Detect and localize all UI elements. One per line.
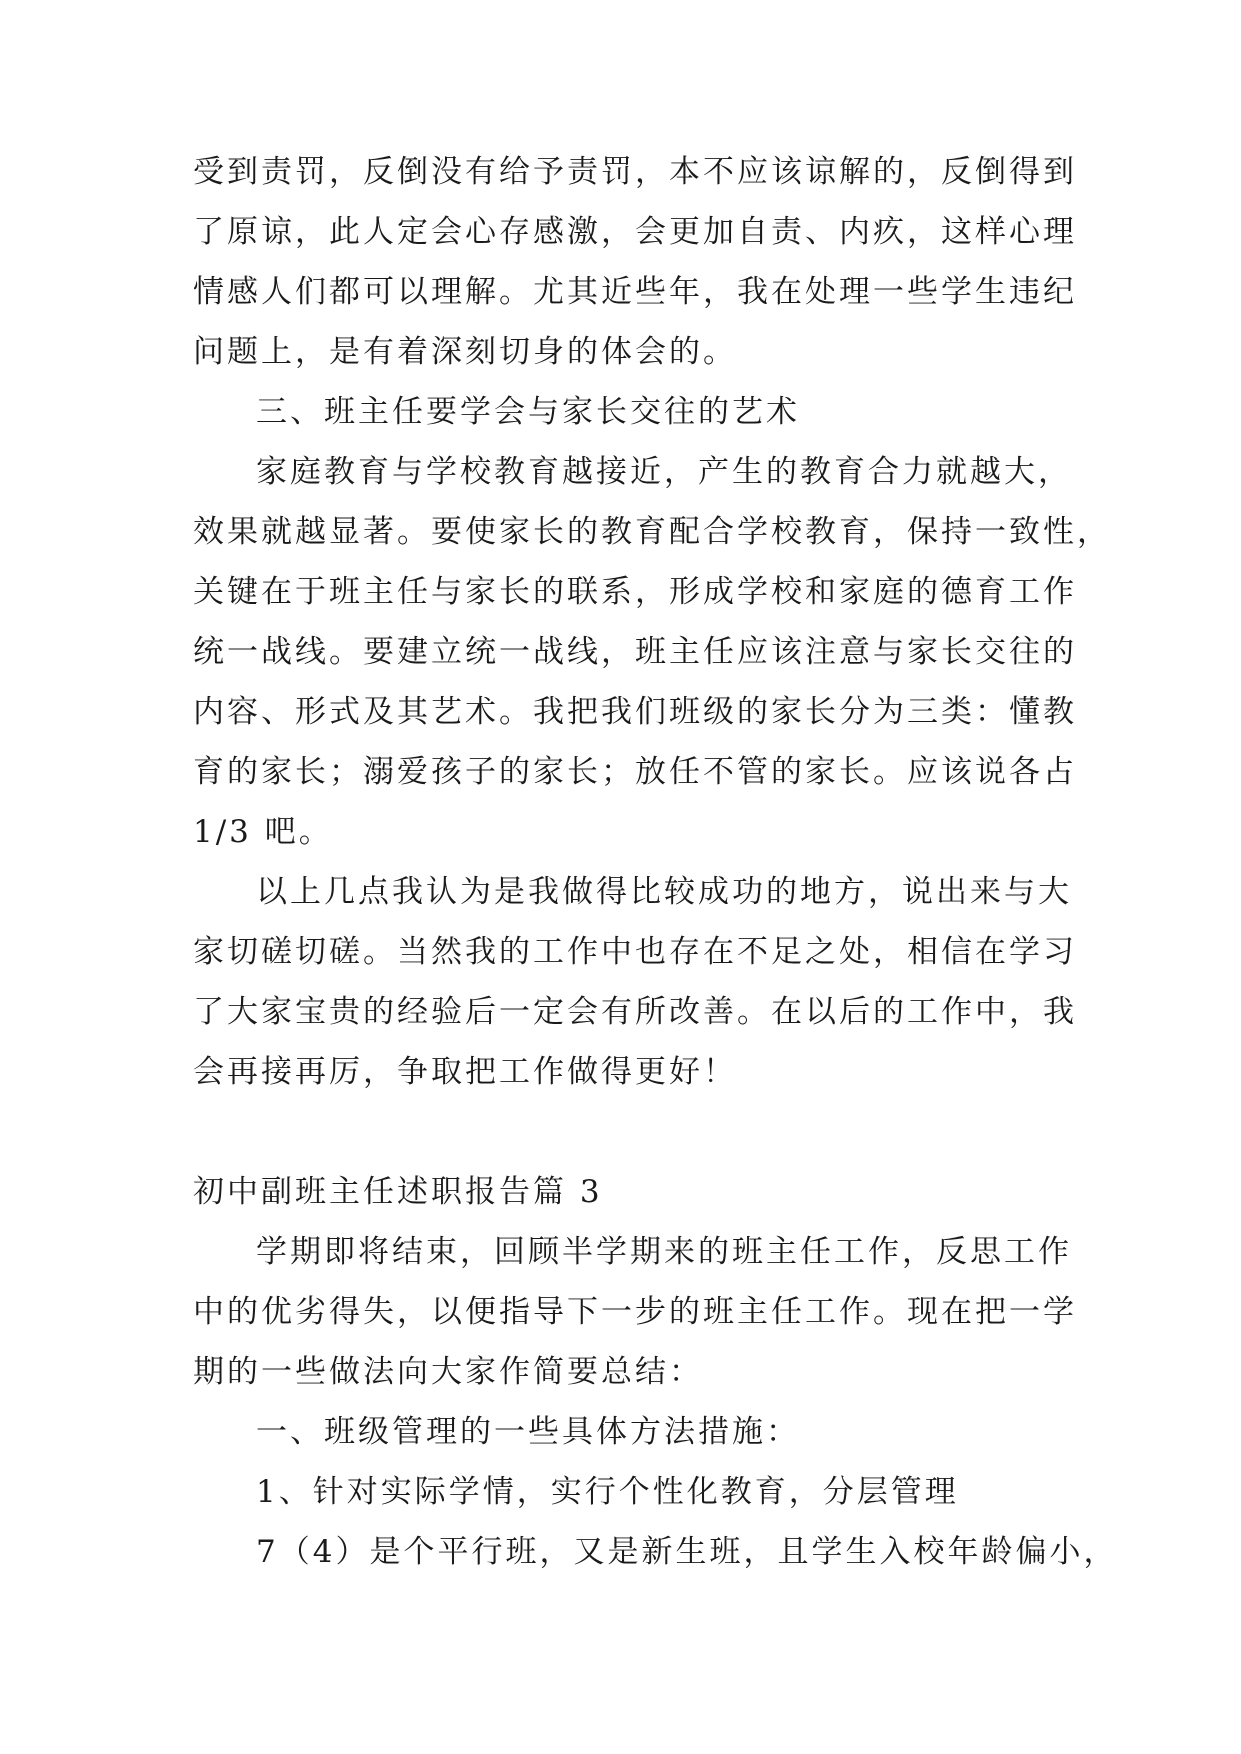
text-line-9: 统一战线。要建立统一战线，班主任应该注意与家长交往的 — [193, 634, 1077, 670]
text-line-14: 家切磋切磋。当然我的工作中也存在不足之处，相信在学习 — [193, 934, 1077, 970]
text-line-11: 育的家长；溺爱孩子的家长；放任不管的家长。应该说各占 — [193, 754, 1077, 790]
text-line-2: 了原谅，此人定会心存感激，会更加自责、内疚，这样心理 — [193, 214, 1077, 250]
text-line-16: 会再接再厉，争取把工作做得更好！ — [193, 1054, 737, 1090]
text-line-4: 问题上，是有着深刻切身的体会的。 — [193, 334, 737, 370]
text-line-8: 关键在于班主任与家长的联系，形成学校和家庭的德育工作 — [193, 574, 1077, 610]
text-line-6: 家庭教育与学校教育越接近，产生的教育合力就越大， — [256, 454, 1072, 490]
text-line-13: 以上几点我认为是我做得比较成功的地方，说出来与大 — [256, 874, 1072, 910]
text-line-23: 7（4）是个平行班，又是新生班，且学生入校年龄偏小， — [256, 1534, 1118, 1570]
text-line-15: 了大家宝贵的经验后一定会有所改善。在以后的工作中，我 — [193, 994, 1077, 1030]
text-line-18: 学期即将结束，回顾半学期来的班主任工作，反思工作 — [256, 1234, 1072, 1270]
text-line-20: 期的一些做法向大家作简要总结： — [193, 1354, 703, 1390]
subsection-heading-1: 1、针对实际学情，实行个性化教育，分层管理 — [256, 1474, 959, 1510]
section-heading-3: 三、班主任要学会与家长交往的艺术 — [256, 394, 800, 430]
text-line-3: 情感人们都可以理解。尤其近些年，我在处理一些学生违纪 — [193, 274, 1077, 310]
text-line-10: 内容、形式及其艺术。我把我们班级的家长分为三类：懂教 — [193, 694, 1077, 730]
section-heading-1: 一、班级管理的一些具体方法措施： — [256, 1414, 800, 1450]
text-line-1: 受到责罚，反倒没有给予责罚，本不应该谅解的，反倒得到 — [193, 154, 1077, 190]
text-line-12: 1/3 吧。 — [193, 814, 333, 850]
text-line-7: 效果就越显著。要使家长的教育配合学校教育，保持一致性， — [193, 514, 1111, 550]
text-line-19: 中的优劣得失，以便指导下一步的班主任工作。现在把一学 — [193, 1294, 1077, 1330]
article-title: 初中副班主任述职报告篇 3 — [193, 1174, 603, 1210]
